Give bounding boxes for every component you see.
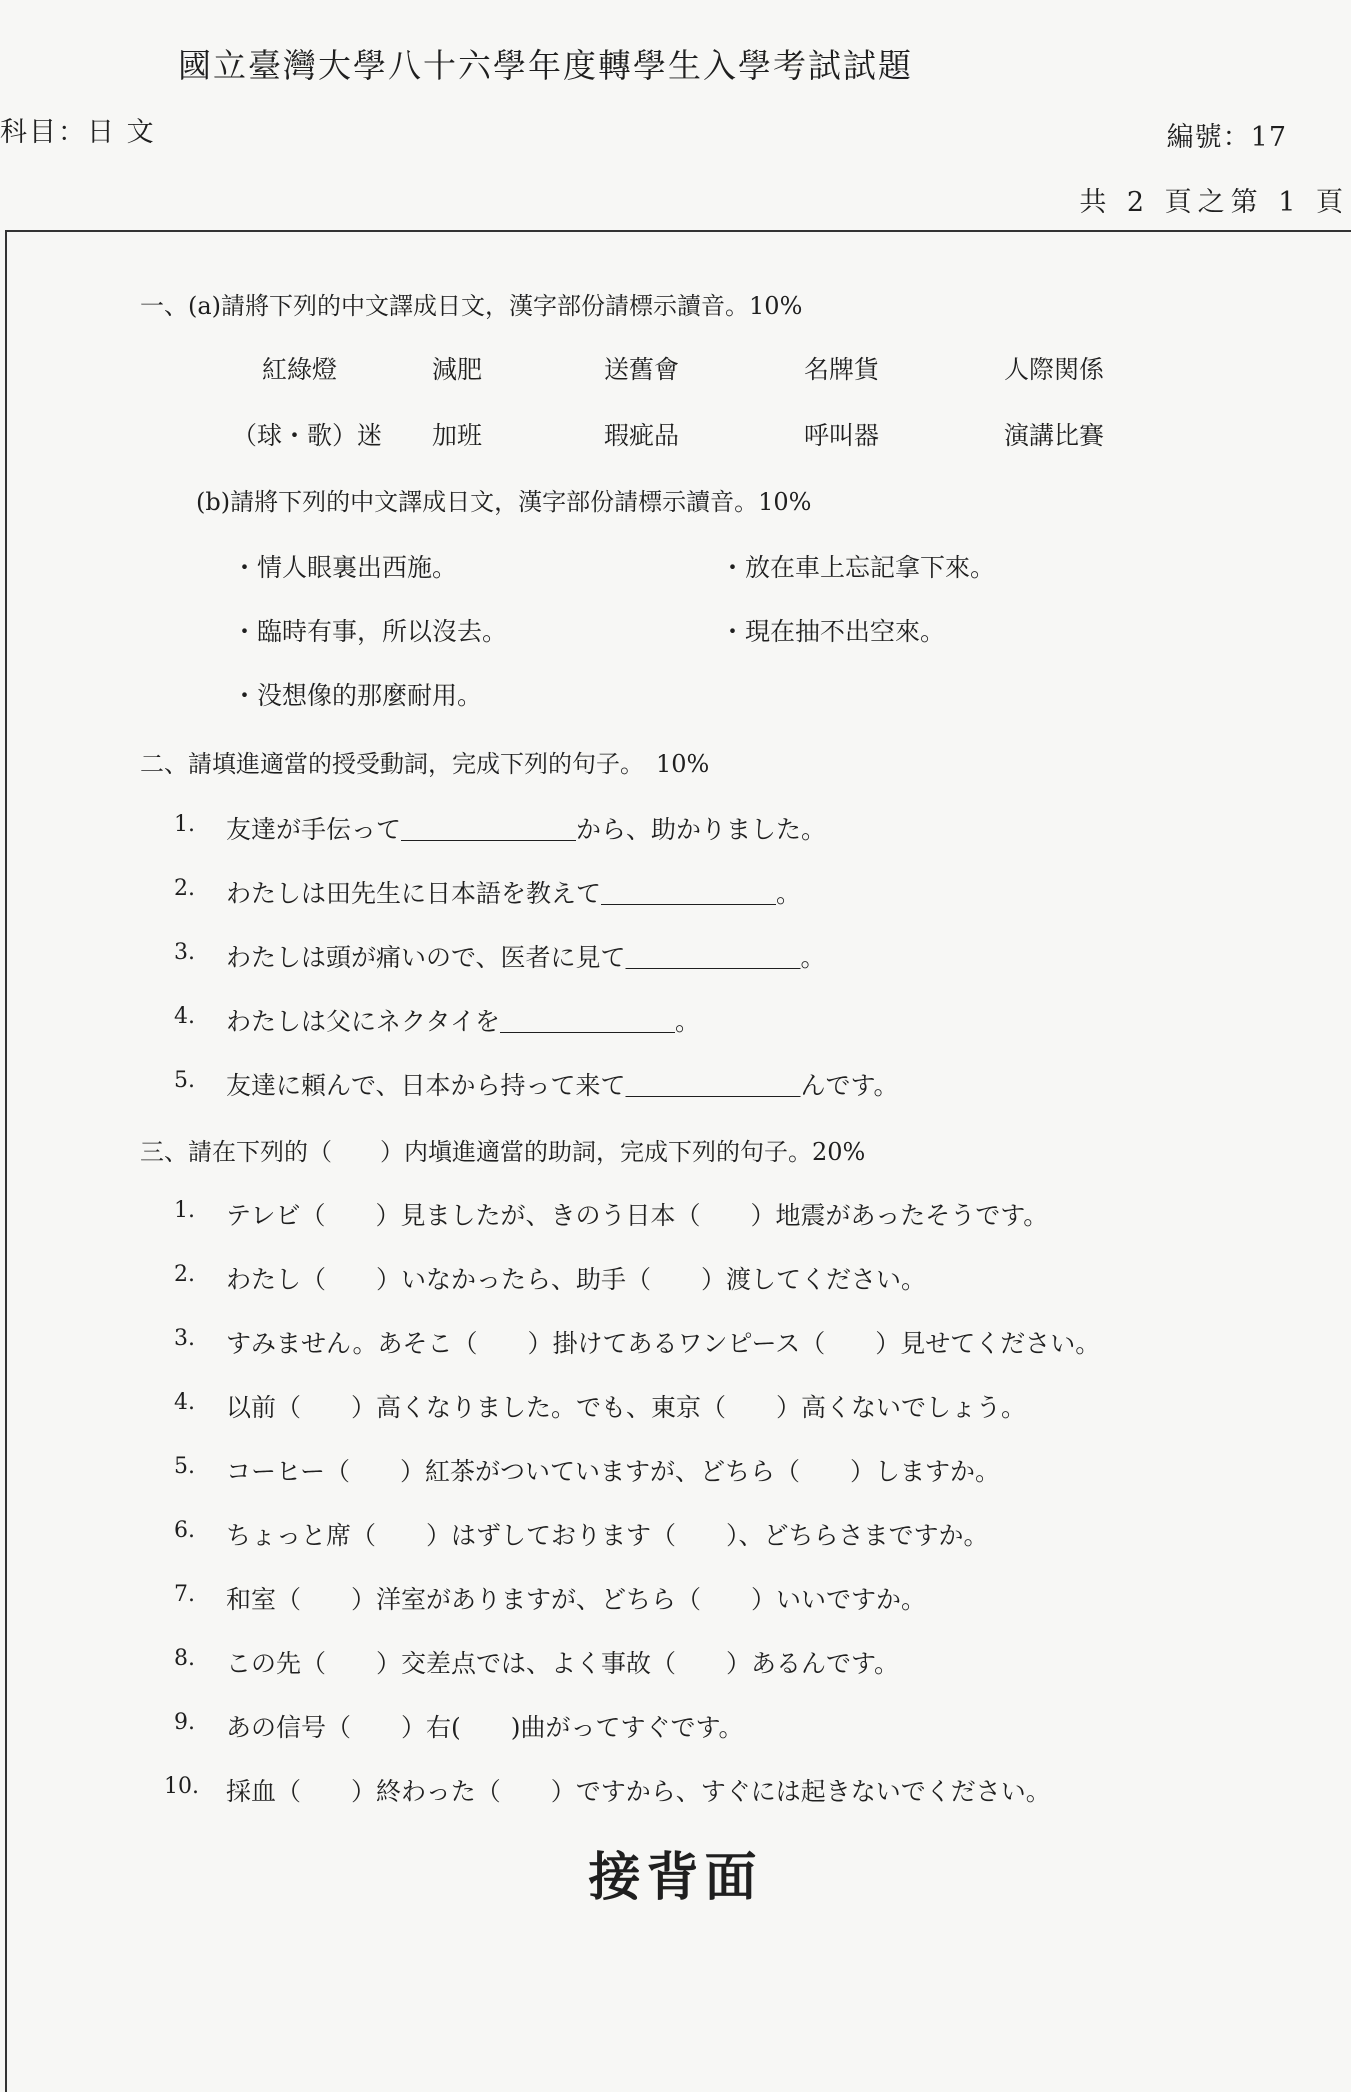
section1-b-heading: (b)請將下列的中文譯成日文，漢字部份請標示讀音。10% xyxy=(196,488,812,516)
translation-sentence: ・没想像的那麼耐用。 xyxy=(232,681,483,710)
question-text: ちょっと席（ ）はずしております（ ）、どちらさまですか。 xyxy=(226,1521,989,1550)
translation-sentence: ・放在車上忘記拿下來。 xyxy=(720,553,996,582)
vocab-item: 紅綠燈 xyxy=(262,355,338,384)
vocab-item: 送舊會 xyxy=(604,355,680,384)
question-text: あの信号（ ）右( )曲がってすぐです。 xyxy=(226,1713,744,1742)
vocab-item: 名牌貨 xyxy=(804,355,880,384)
question-number: 1. xyxy=(174,812,195,837)
vocab-item: 呼叫器 xyxy=(804,421,880,450)
question-number: 3. xyxy=(174,1326,195,1351)
exam-title: 國立臺灣大學八十六學年度轉學生入學考試試題 xyxy=(178,46,913,85)
question-number: 7. xyxy=(174,1582,195,1607)
question-number: 10. xyxy=(164,1774,199,1799)
vocab-item: 加班 xyxy=(432,421,483,450)
continue-on-back-note: 接背面 xyxy=(588,1847,763,1908)
vocab-item: 人際関係 xyxy=(1004,355,1105,384)
question-text: この先（ ）交差点では、よく事故（ ）あるんです。 xyxy=(226,1649,900,1678)
question-number: 5. xyxy=(174,1454,195,1479)
question-number: 1. xyxy=(174,1198,195,1223)
translation-sentence: ・臨時有事，所以沒去。 xyxy=(232,617,508,646)
question-text: 以前（ ）高くなりました。でも、東京（ ）高くないでしょう。 xyxy=(226,1393,1027,1422)
question-text: 友達が手伝って＿＿＿＿＿＿＿から、助かりました。 xyxy=(226,815,827,844)
question-number: 3. xyxy=(174,940,195,965)
question-number: 2. xyxy=(174,1262,195,1287)
question-number: 6. xyxy=(174,1518,195,1543)
question-text: 和室（ ）洋室がありますが、どちら（ ）いいですか。 xyxy=(226,1585,927,1614)
question-text: わたしは頭が痛いので、医者に見て＿＿＿＿＿＿＿。 xyxy=(226,943,826,972)
vocab-item: 減肥 xyxy=(432,355,483,384)
question-text: わたしは父にネクタイを＿＿＿＿＿＿＿。 xyxy=(226,1007,701,1036)
question-number: 4. xyxy=(174,1390,195,1415)
page-info: 共 2 頁之第 1 頁 xyxy=(1079,187,1349,218)
translation-sentence: ・情人眼裏出西施。 xyxy=(232,553,458,582)
question-number: 8. xyxy=(174,1646,195,1671)
question-number: 5. xyxy=(174,1068,195,1093)
question-text: わたしは田先生に日本語を教えて＿＿＿＿＿＿＿。 xyxy=(226,879,802,908)
exam-code: 編號：17 xyxy=(1166,122,1287,153)
vocab-item: 瑕疵品 xyxy=(604,421,680,450)
question-number: 4. xyxy=(174,1004,195,1029)
question-text: 友達に頼んで、日本から持って来て＿＿＿＿＿＿＿んです。 xyxy=(226,1071,899,1100)
question-text: すみません。あそこ（ ）掛けてあるワンピース（ ）見せてください。 xyxy=(226,1329,1101,1358)
question-number: 9. xyxy=(174,1710,195,1735)
question-number: 2. xyxy=(174,876,195,901)
vocab-item: （球・歌）迷 xyxy=(232,421,383,450)
section1-a-heading: 一、(a)請將下列的中文譯成日文，漢字部份請標示讀音。10% xyxy=(140,292,803,320)
question-text: わたし（ ）いなかったら、助手（ ）渡してください。 xyxy=(226,1265,927,1294)
section2-heading: 二、請填進適當的授受動詞，完成下列的句子。 10% xyxy=(140,750,710,778)
question-text: コーヒー（ ）紅茶がついていますが、どちら（ ）しますか。 xyxy=(226,1457,1001,1486)
subject-label: 科目：日 文 xyxy=(0,117,156,148)
question-text: 採血（ ）終わった（ ）ですから、すぐには起きないでください。 xyxy=(226,1777,1051,1806)
section3-heading: 三、請在下列的（ ）内塡進適當的助詞，完成下列的句子。20% xyxy=(140,1138,866,1166)
vocab-item: 演講比賽 xyxy=(1004,421,1105,450)
translation-sentence: ・現在抽不出空來。 xyxy=(720,617,946,646)
question-text: テレビ（ ）見ましたが、きのう日本（ ）地震があったそうです。 xyxy=(226,1201,1049,1230)
